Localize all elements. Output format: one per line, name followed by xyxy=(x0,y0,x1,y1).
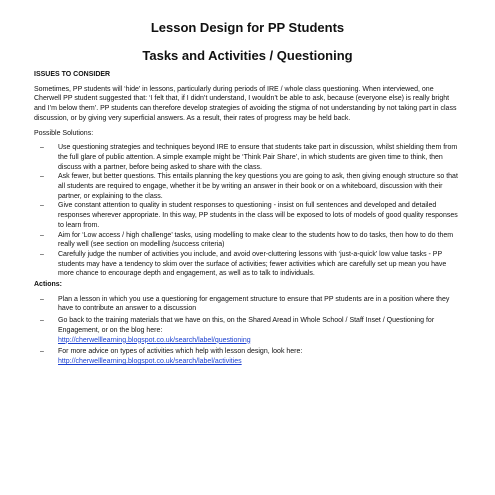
action-item xyxy=(34,295,459,314)
activities-link[interactable]: http://cherwelllearning.blogspot.co.uk/search/label/activities xyxy=(58,357,242,365)
solution-item: – Carefully judge the number of activities you include, and avoid over-cluttering lessons with ‘just-a-quick’ low value tasks - PP students may have a tendency to skim over the surface of activities; fewer activities which are carefully set up mean you have more chance to encourage depth and engagement, as well as to talk to individuals. xyxy=(34,250,459,279)
solutions-list xyxy=(34,143,459,279)
actions-list xyxy=(34,295,459,367)
action-text: For more advice on types of activities which help with lesson design, look here: xyxy=(58,348,303,356)
questioning-link[interactable]: http://cherwelllearning.blogspot.co.uk/search/label/questioning xyxy=(58,336,251,344)
section-heading: ISSUES TO CONSIDER xyxy=(34,71,111,78)
intro-paragraph: Sometimes, PP students will ‘hide’ in lessons, particularly during periods of IRE / whole class questioning. When interviewed, one Cherwell PP student suggested that: ‘I felt that, if I didn’t understand, I wouldn’t be able to ask, because (everyone else) is really bright and I’m below them’. PP students can therefore develop strategies of avoiding the stigma of not understanding by not taking part in class discussion, or by giving very superficial answers. As a result, their rates of progress may be held back. xyxy=(34,85,457,122)
action-item xyxy=(34,347,459,366)
solution-item: – Ask fewer, but better questions. This entails planning the key questions you are going to ask, then giving enough structure so that all students are required to engage, whether it be by writing an answer in their book or on a whiteboard, discussion with their partner, or explaining to the class. xyxy=(34,172,459,201)
document-subtitle: Tasks and Activities / Questioning xyxy=(142,48,353,63)
solution-item: – Aim for ‘Low access / high challenge’ tasks, using modelling to make clear to the students how to do tasks, then how to do them really well (see section on modelling /success criteria) xyxy=(34,231,459,250)
solutions-label: Possible Solutions: xyxy=(34,129,94,137)
solution-item: – Give constant attention to quality in student responses to questioning - insist on full sentences and developed and detailed responses wherever appropriate. In this way, PP students in the class will be exposed to lots of models of good quality responses to learn from. xyxy=(34,201,459,230)
action-item xyxy=(34,316,459,345)
document-title: Lesson Design for PP Students xyxy=(150,20,345,35)
document-body xyxy=(34,70,459,369)
action-text: Go back to the training materials that we have on this, on the Shared Aread in Whole School / Staff Inset / Questioning for Engagement, or on the blog here: xyxy=(58,317,435,334)
action-text: Plan a lesson in which you use a questioning for engagement structure to ensure that PP students are in a position where they have to contribute an answer to a discussion xyxy=(58,295,450,313)
actions-label: Actions: xyxy=(34,281,62,289)
solution-item: – Use questioning strategies and techniques beyond IRE to ensure that students take part in discussion, whilst shielding them from the full glare of public attention. A simple example might be ‘Think Pair Share’, in which students are given time to think, then discuss with a partner, before being asked to share with the class. xyxy=(34,143,459,172)
